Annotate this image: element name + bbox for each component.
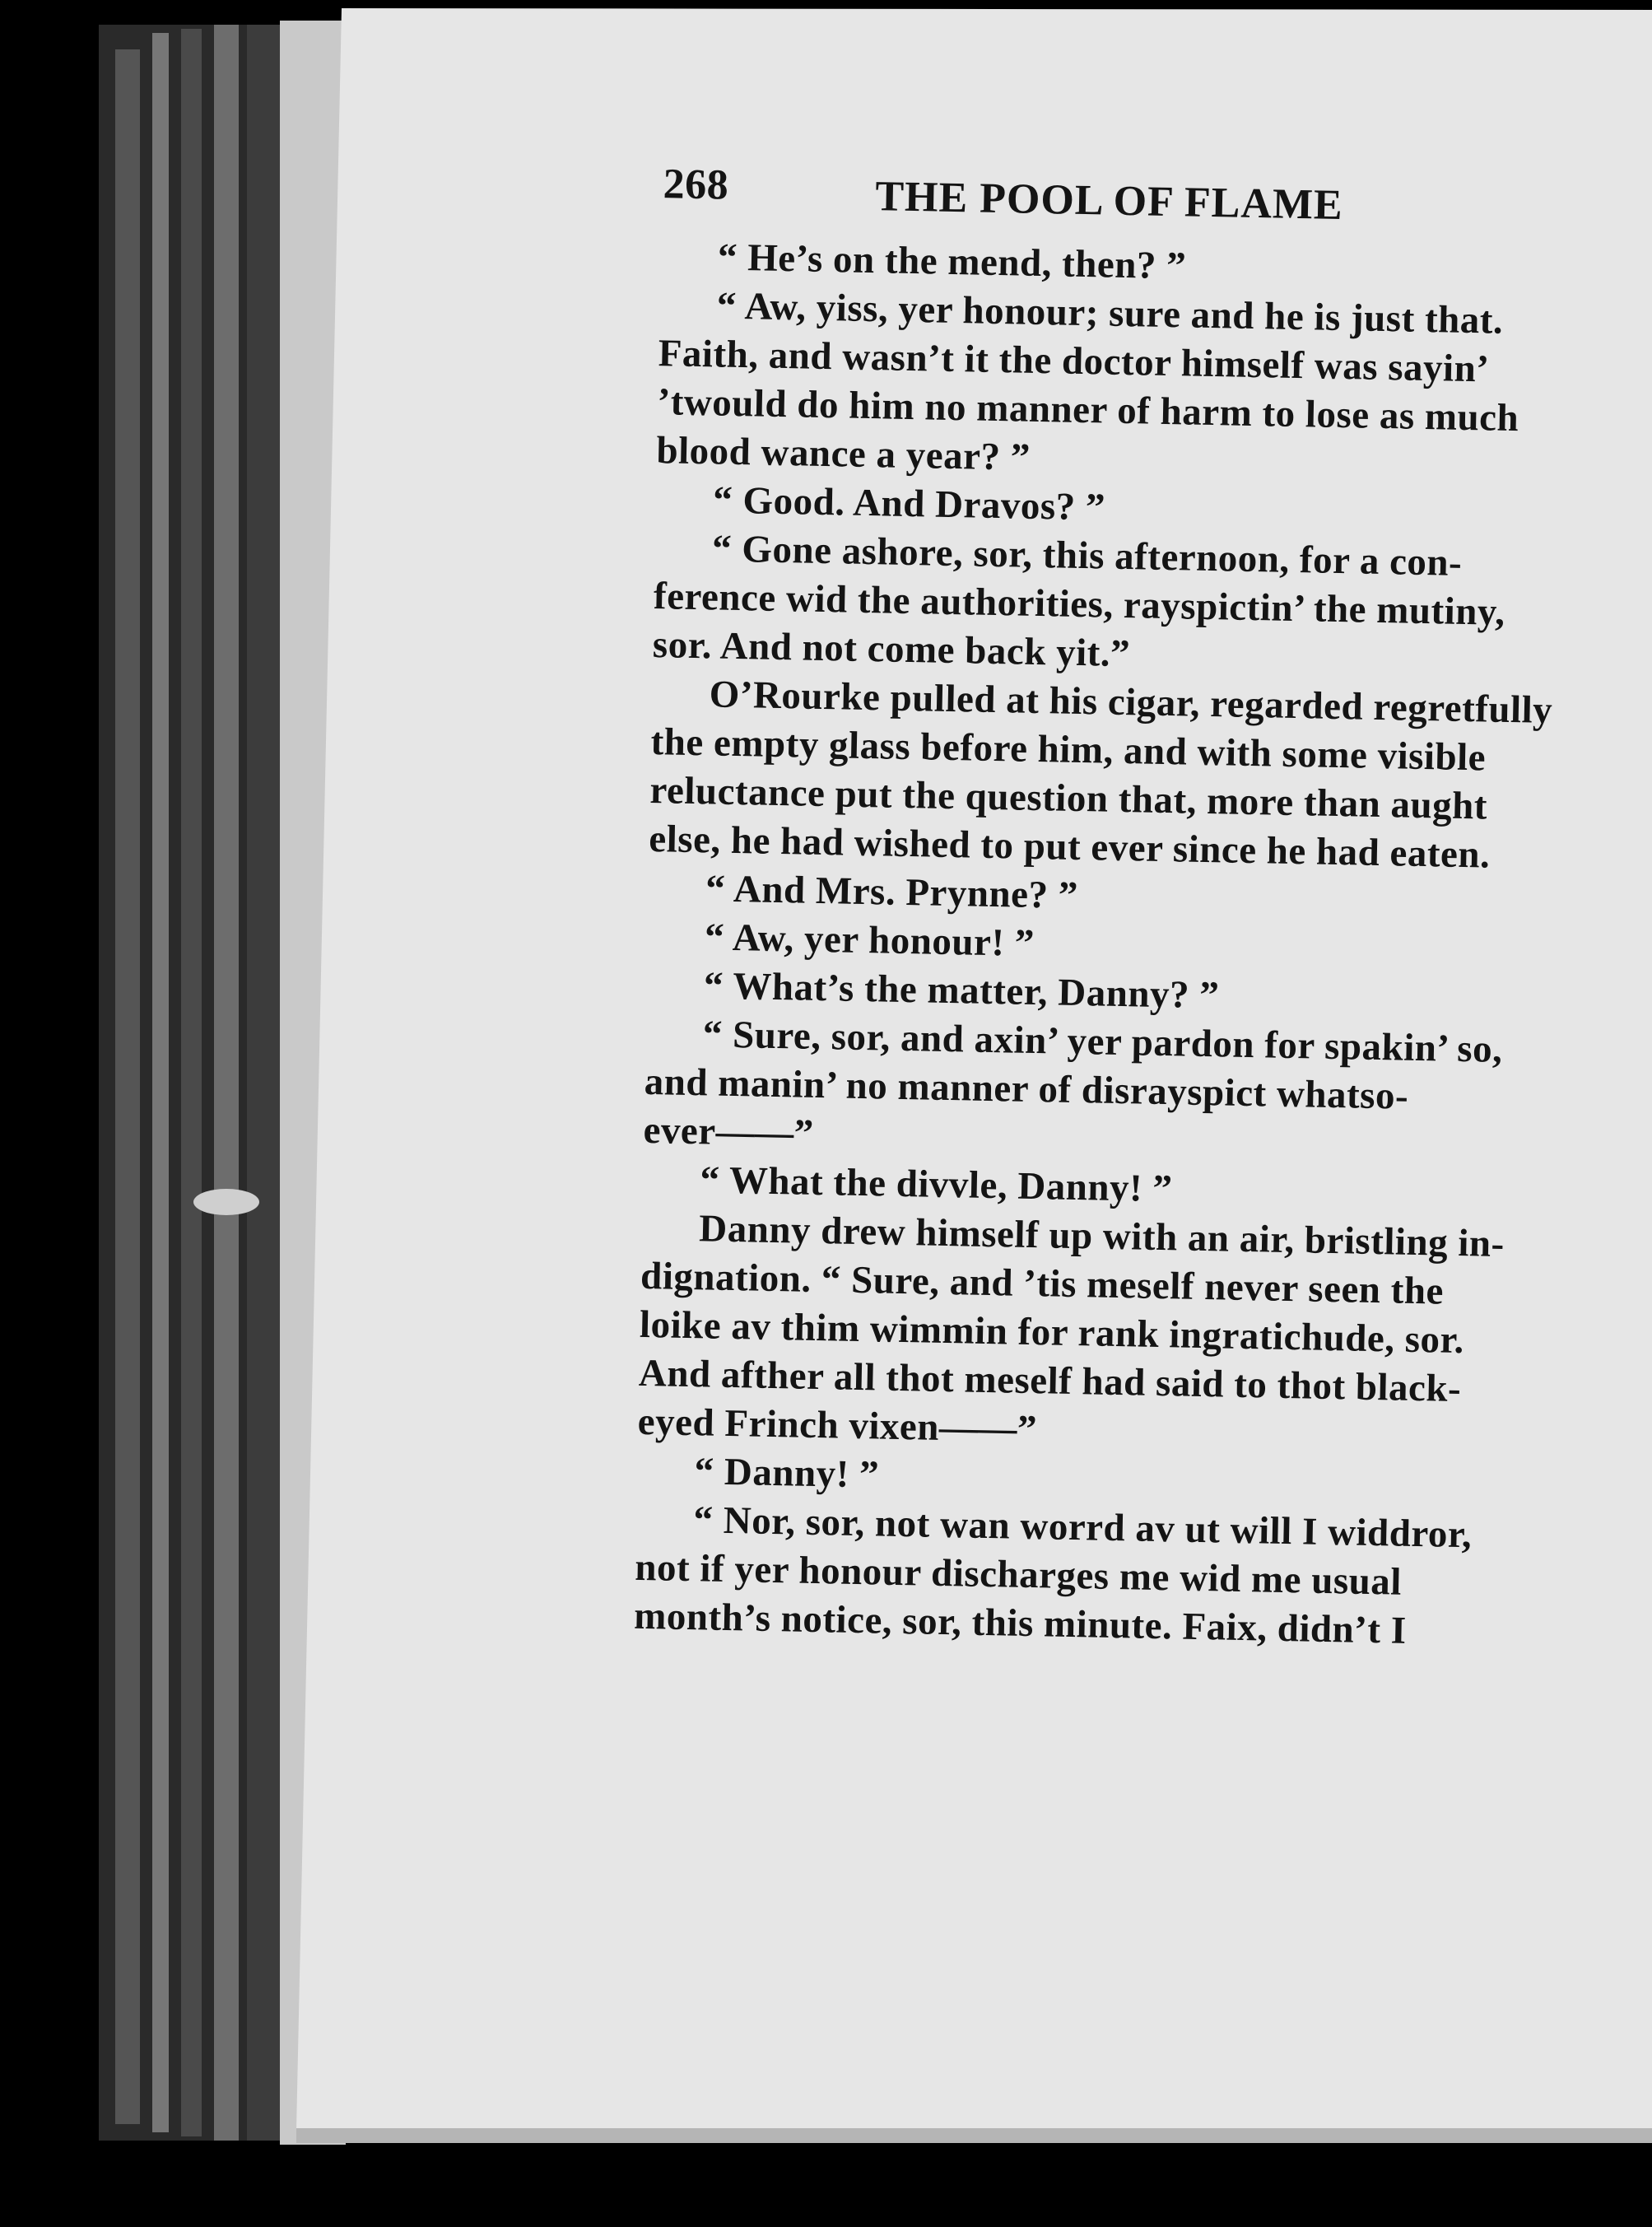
text-line: eyed Frinch vixen——” (637, 1400, 1038, 1451)
text-line: ever——” (643, 1108, 815, 1155)
text-line: “ And Mrs. Prynne? ” (705, 867, 1079, 918)
text-line: And afther all thot meself had said to thot black- (638, 1351, 1462, 1411)
text-line: “ Danny! ” (694, 1450, 880, 1497)
text-line: “ Gone ashore, sor, this afternoon, for a con- (711, 527, 1463, 585)
text-line: blood wance a year? ” (655, 429, 1031, 479)
text-line: Danny drew himself up with an air, bristling in- (698, 1207, 1505, 1266)
text-line: “ Aw, yer honour! ” (704, 915, 1035, 965)
text-line: ’twould do him no manner of harm to lose as much (657, 380, 1519, 440)
text-line: “ What’s the matter, Danny? ” (703, 964, 1220, 1018)
text-line: “ Nor, sor, not wan worrd av ut will I widdror, (693, 1498, 1473, 1557)
text-line: “ He’s on the mend, then? ” (717, 235, 1187, 288)
text-line: and manin’ no manner of disrayspict whatso- (644, 1060, 1409, 1118)
text-line: else, he had wished to put ever since he had eaten. (648, 817, 1491, 877)
text-line: Faith, and wasn’t it the doctor himself was sayin’ (658, 332, 1490, 391)
text-line: “ Sure, sor, and axin’ yer pardon for spakin’ so, (702, 1013, 1503, 1071)
text-line: “ Good. And Dravos? ” (712, 478, 1106, 529)
text-line: month’s notice, sor, this minute. Faix, didn’t I (633, 1594, 1408, 1652)
text-line: the empty glass before him, and with some visible (650, 720, 1487, 780)
text-line: “ Aw, yiss, yer honour; sure and he is just that. (716, 284, 1504, 342)
running-head: THE POOL OF FLAME (874, 173, 1344, 230)
text-line: ference wid the authorities, rayspictin’ the mutiny, (653, 575, 1506, 634)
text-line: loike av thim wimmin for rank ingratichude, sor. (639, 1302, 1465, 1363)
text-line: not if yer honour discharges me wid me usual (634, 1545, 1403, 1604)
text-line: dignation. “ Sure, and ’tis meself never seen the (640, 1254, 1445, 1313)
text-line: reluctance put the question that, more than aught (649, 769, 1488, 828)
text-line: “ What the divvle, Danny! ” (699, 1158, 1173, 1211)
text-line: sor. And not come back yit.” (652, 623, 1131, 676)
text-line: O’Rourke pulled at his cigar, regarded regretfully (709, 673, 1553, 733)
page-number: 268 (663, 161, 729, 209)
